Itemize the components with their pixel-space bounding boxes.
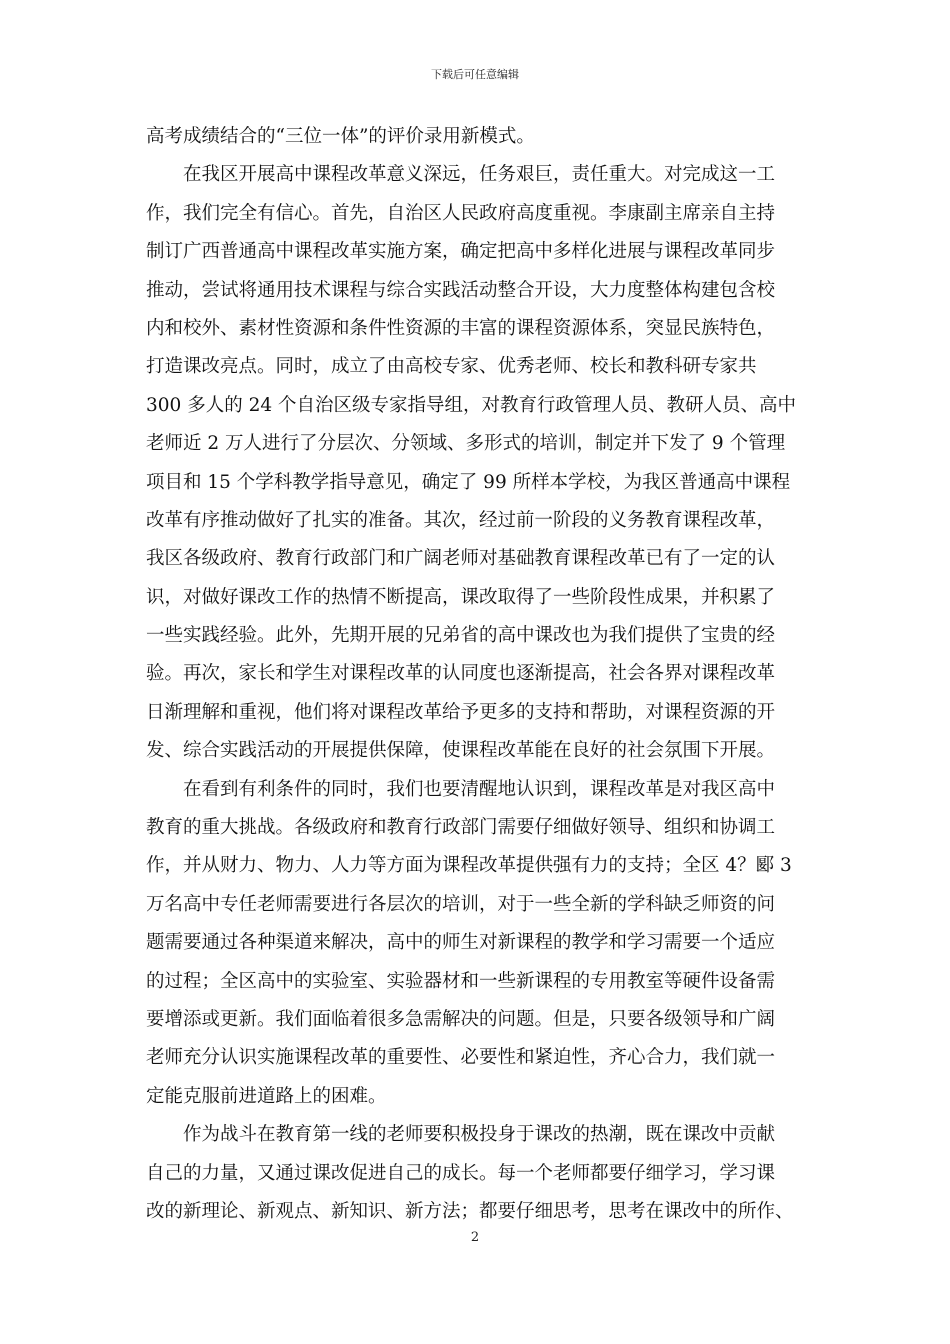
text-line: 题需要通过各种渠道来解决，高中的师生对新课程的教学和学习需要一个适应 bbox=[146, 932, 776, 954]
text-line: 作，我们完全有信心。首先，自治区人民政府高度重视。李康副主席亲自主持 bbox=[146, 202, 776, 224]
text-line: 改的新理论、新观点、新知识、新方法；都要仔细思考，思考在课改中的所作、 bbox=[146, 1200, 794, 1222]
text-line: 定能克服前进道路上的困难。 bbox=[146, 1085, 387, 1107]
text-line: 自己的力量，又通过课改促进自己的成长。每一个老师都要仔细学习，学习课 bbox=[146, 1162, 776, 1184]
page-header: 下载后可任意编辑 bbox=[431, 68, 519, 81]
text-line: 项目和 15 个学科教学指导意见，确定了 99 所样本学校，为我区普通高中课程 bbox=[146, 471, 791, 493]
text-line: 作，并从财力、物力、人力等方面为课程改革提供强有力的支持；全区 4？郾 3 bbox=[146, 855, 792, 877]
text-line: 老师近 2 万人进行了分层次、分领域、多形式的培训，制定并下发了 9 个管理 bbox=[146, 433, 786, 455]
text-line: 要增添或更新。我们面临着很多急需解决的问题。但是，只要各级领导和广阔 bbox=[146, 1008, 776, 1030]
text-line: 验。再次，家长和学生对课程改革的认同度也逐渐提高，社会各界对课程改革 bbox=[146, 663, 776, 685]
text-line: 在我区开展高中课程改革意义深远，任务艰巨，责任重大。对完成这一工 bbox=[183, 164, 776, 186]
text-line: 300 多人的 24 个自治区级专家指导组，对教育行政管理人员、教研人员、高中 bbox=[146, 394, 796, 416]
body-text bbox=[146, 118, 808, 1231]
text-line: 改革有序推动做好了扎实的准备。其次，经过前一阶段的义务教育课程改革， bbox=[146, 509, 776, 531]
text-line: 一些实践经验。此外，先期开展的兄弟省的高中课改也为我们提供了宝贵的经 bbox=[146, 625, 776, 647]
text-line: 作为战斗在教育第一线的老师要积极投身于课改的热潮，既在课改中贡献 bbox=[183, 1124, 776, 1146]
text-line: 万名高中专任老师需要进行各层次的培训，对于一些全新的学科缺乏师资的问 bbox=[146, 893, 776, 915]
text-line: 教育的重大挑战。各级政府和教育行政部门需要仔细做好领导、组织和协调工 bbox=[146, 817, 776, 839]
text-line: 我区各级政府、教育行政部门和广阔老师对基础教育课程改革已有了一定的认 bbox=[146, 548, 776, 570]
text-line: 内和校外、素材性资源和条件性资源的丰富的课程资源体系，突显民族特色， bbox=[146, 317, 776, 339]
text-line: 在看到有利条件的同时，我们也要清醒地认识到，课程改革是对我区高中 bbox=[183, 778, 776, 800]
text-line: 制订广西普通高中课程改革实施方案，确定把高中多样化进展与课程改革同步 bbox=[146, 241, 776, 263]
text-line: 高考成绩结合的“三位一体”的评价录用新模式。 bbox=[146, 126, 535, 147]
text-line: 的过程；全区高中的实验室、实验器材和一些新课程的专用教室等硬件设备需 bbox=[146, 970, 776, 992]
text-line: 日渐理解和重视，他们将对课程改革给予更多的支持和帮助，对课程资源的开 bbox=[146, 701, 776, 723]
text-line: 推动，尝试将通用技术课程与综合实践活动整合开设，大力度整体构建包含校 bbox=[146, 279, 776, 301]
text-line: 打造课改亮点。同时，成立了由高校专家、优秀老师、校长和教科研专家共 bbox=[146, 356, 757, 378]
text-line: 发、综合实践活动的开展提供保障，使课程改革能在良好的社会氛围下开展。 bbox=[146, 740, 776, 762]
text-line: 识，对做好课改工作的热情不断提高，课改取得了一些阶段性成果，并积累了 bbox=[146, 586, 776, 608]
text-line: 老师充分认识实施课程改革的重要性、必要性和紧迫性，齐心合力，我们就一 bbox=[146, 1047, 776, 1069]
page-number: 2 bbox=[470, 1230, 480, 1245]
